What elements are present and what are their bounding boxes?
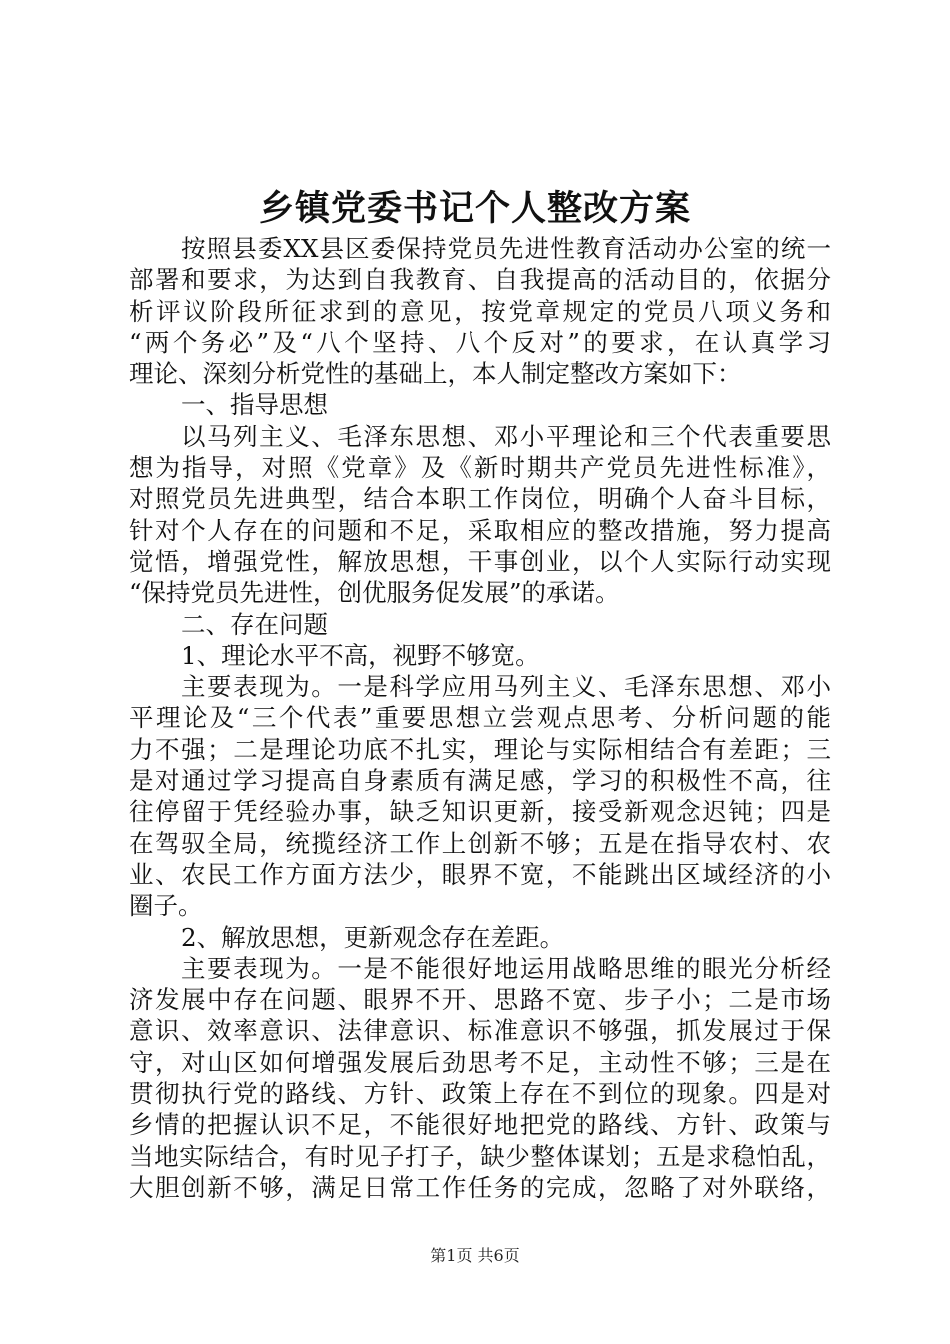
paragraph-line: 济发展中存在问题、眼界不开、思路不宽、步子小；二是市场 bbox=[129, 985, 831, 1015]
paragraph-line: 圈子。 bbox=[129, 891, 203, 921]
paragraph-line: 对照党员先进典型，结合本职工作岗位，明确个人奋斗目标， bbox=[129, 484, 831, 514]
paragraph-line: 当地实际结合，有时见子打子，缺少整体谋划；五是求稳怕乱， bbox=[129, 1141, 831, 1171]
subsection-heading: 2、解放思想，更新观念存在差距。 bbox=[181, 922, 565, 952]
paragraph-line: 守，对山区如何增强发展后劲思考不足，主动性不够；三是在 bbox=[129, 1047, 831, 1077]
paragraph-line: 觉悟，增强党性，解放思想，干事创业，以个人实际行动实现 bbox=[129, 546, 831, 576]
paragraph-line: 部署和要求，为达到自我教育、自我提高的活动目的，依据分 bbox=[129, 265, 831, 295]
paragraph-line: 按照县委XX县区委保持党员先进性教育活动办公室的统一 bbox=[181, 234, 831, 263]
paragraph-line: 在驾驭全局，统揽经济工作上创新不够；五是在指导农村、农 bbox=[129, 828, 831, 858]
paragraph-line: 乡情的把握认识不足，不能很好地把党的路线、方针、政策与 bbox=[129, 1110, 831, 1140]
paragraph-line: 力不强；二是理论功底不扎实，理论与实际相结合有差距；三 bbox=[129, 734, 831, 764]
page-footer: 第1页 共6页 bbox=[430, 1246, 520, 1265]
paragraph-line: 大胆创新不够，满足日常工作任务的完成，忽略了对外联络， bbox=[129, 1172, 831, 1202]
paragraph-line: 贯彻执行党的路线、方针、政策上存在不到位的现象。四是对 bbox=[129, 1079, 831, 1109]
paragraph-line: 针对个人存在的问题和不足，采取相应的整改措施，努力提高 bbox=[129, 515, 831, 545]
subsection-heading: 1、理论水平不高，视野不够宽。 bbox=[181, 640, 540, 670]
document-body bbox=[129, 233, 831, 1203]
paragraph-line: 主要表现为。一是科学应用马列主义、毛泽东思想、邓小 bbox=[181, 672, 831, 702]
paragraph-line: 业、农民工作方面方法少，眼界不宽，不能跳出区域经济的小 bbox=[129, 859, 831, 889]
paragraph-line: 主要表现为。一是不能很好地运用战略思维的眼光分析经 bbox=[181, 953, 831, 983]
paragraph-line: “保持党员先进性，创优服务促发展”的承诺。 bbox=[129, 578, 620, 608]
paragraph-line: 往停留于凭经验办事，缺乏知识更新，接受新观念迟钝；四是 bbox=[129, 797, 831, 827]
section-heading: 一、指导思想 bbox=[181, 390, 328, 420]
paragraph-line: 平理论及“三个代表”重要思想立尝观点思考、分析问题的能 bbox=[129, 703, 831, 733]
document-title: 乡镇党委书记个人整改方案 bbox=[258, 188, 691, 229]
paragraph-line: 理论、深刻分析党性的基础上，本人制定整改方案如下： bbox=[129, 359, 742, 389]
paragraph-line: 以马列主义、毛泽东思想、邓小平理论和三个代表重要思 bbox=[181, 421, 831, 451]
section-heading: 二、存在问题 bbox=[181, 609, 328, 639]
paragraph-line: 是对通过学习提高自身素质有满足感，学习的积极性不高，往 bbox=[129, 766, 831, 796]
paragraph-line: 意识、效率意识、法律意识、标准意识不够强，抓发展过于保 bbox=[129, 1016, 831, 1046]
paragraph-line: “两个务必”及“八个坚持、八个反对”的要求，在认真学习 bbox=[129, 327, 831, 357]
paragraph-line: 想为指导，对照《党章》及《新时期共产党员先进性标准》， bbox=[129, 453, 831, 483]
paragraph-line: 析评议阶段所征求到的意见，按党章规定的党员八项义务和 bbox=[129, 296, 831, 326]
